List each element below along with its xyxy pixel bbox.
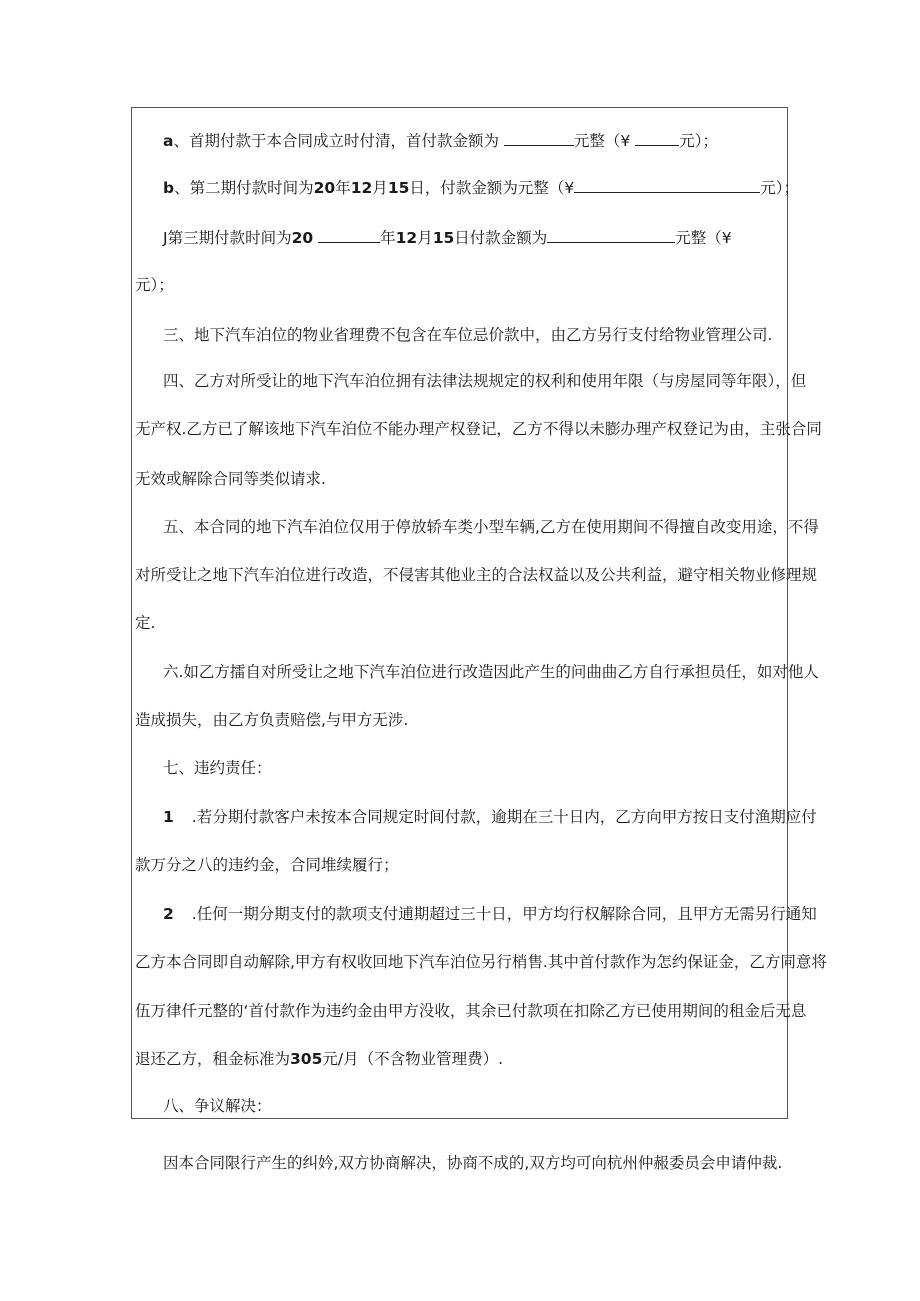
item-1-cont: 款万分之八的违约金，合同堆续履行；: [135, 856, 399, 874]
clause-c-cont: 元）；: [135, 276, 174, 294]
clause-b-marker: b: [163, 179, 175, 197]
section-5-line-3: 定.: [135, 614, 156, 632]
item-2: 2 .任何一期分期支付的款项支付逋期超过三十日，甲方均行权解除合同，且甲方无需另行通知: [163, 905, 817, 923]
section-5-line-1: 五、本合同的地下汽车泊位仅用于停放轿车类小型车辆,乙方在使用期间不得擅自改变用途，不得: [163, 518, 819, 536]
section-5-line-2: 对所受让之地下汽车泊位进行改造，不侵害其他业主的合法权益以及公共利益，避守相关物业修理规: [135, 566, 818, 584]
blank-line: [635, 131, 679, 146]
section-7-heading: 七、违约责任：: [163, 759, 272, 777]
blank-line: [318, 228, 380, 243]
section-8-heading: 八、争议解决：: [163, 1097, 272, 1115]
section-4-line-1: 四、乙方对所受让的地下汽车泊位拥有法律法规规定的权利和使用年限（与房屋同等年限），但: [163, 372, 807, 390]
item-1: 1 .若分期付款客户未按本合同规定时间付款，逾期在三十日内，乙方向甲方按日支付渔期应付: [163, 808, 817, 826]
item-2-number: 2: [163, 905, 174, 923]
clause-a-marker: a: [163, 132, 174, 150]
clause-a: a、首期付款于本合同成立时付清，首付款金额为 元整（¥ 元）；: [163, 132, 718, 150]
blank-line: [547, 228, 675, 243]
blank-line: [504, 131, 574, 146]
item-2-line-2: 乙方本合同即自动解除,甲方有权收回地下汽车泊位另行梢售.其中首付款作为怎约保证金，乙方同意将: [135, 953, 827, 971]
clause-c: J第三期付款时间为20 年12月15日付款金额为 元整（¥: [163, 229, 732, 247]
arbitration-clause: 因本合同限行产生的纠妗,双方协商解决，协商不成的,双方均可向杭州仲赧委员会申请仲裁.: [163, 1154, 783, 1172]
item-2-line-3: 伍万律仟元整的‘首付款作为违约金由甲方没收，其余已付款项在扣除乙方已使用期间的租金后无息: [135, 1002, 807, 1020]
item-2-line-4: 退还乙方，租金标准为305元/月（不含物业管理费）.: [135, 1050, 504, 1068]
section-6-line-1: 六.如乙方擂自对所受让之地下汽车泊位进行改造因此产生的问曲曲乙方自行承担员任，如对他人: [163, 663, 819, 681]
section-4-line-2: 无产权.乙方已了解该地下汽车泊位不能办理产权登记，乙方不得以未膨办理产权登记为由，主张合同: [135, 420, 822, 438]
section-6-line-2: 造成损失，由乙方负责赔偿,与甲方无涉.: [135, 711, 409, 729]
section-4-line-3: 无效或解除合同等类似请求.: [135, 470, 326, 488]
clause-b: b、第二期付款时间为20年12月15日，付款金额为元整（¥ 元）；: [163, 179, 800, 197]
blank-line: [574, 178, 760, 193]
item-1-number: 1: [163, 808, 174, 826]
rent-amount: 305: [290, 1050, 323, 1068]
section-3: 三、地下汽车泊位的物业省理费不包含在车位忌价款中，由乙方另行支付给物业管理公司.: [163, 326, 773, 344]
